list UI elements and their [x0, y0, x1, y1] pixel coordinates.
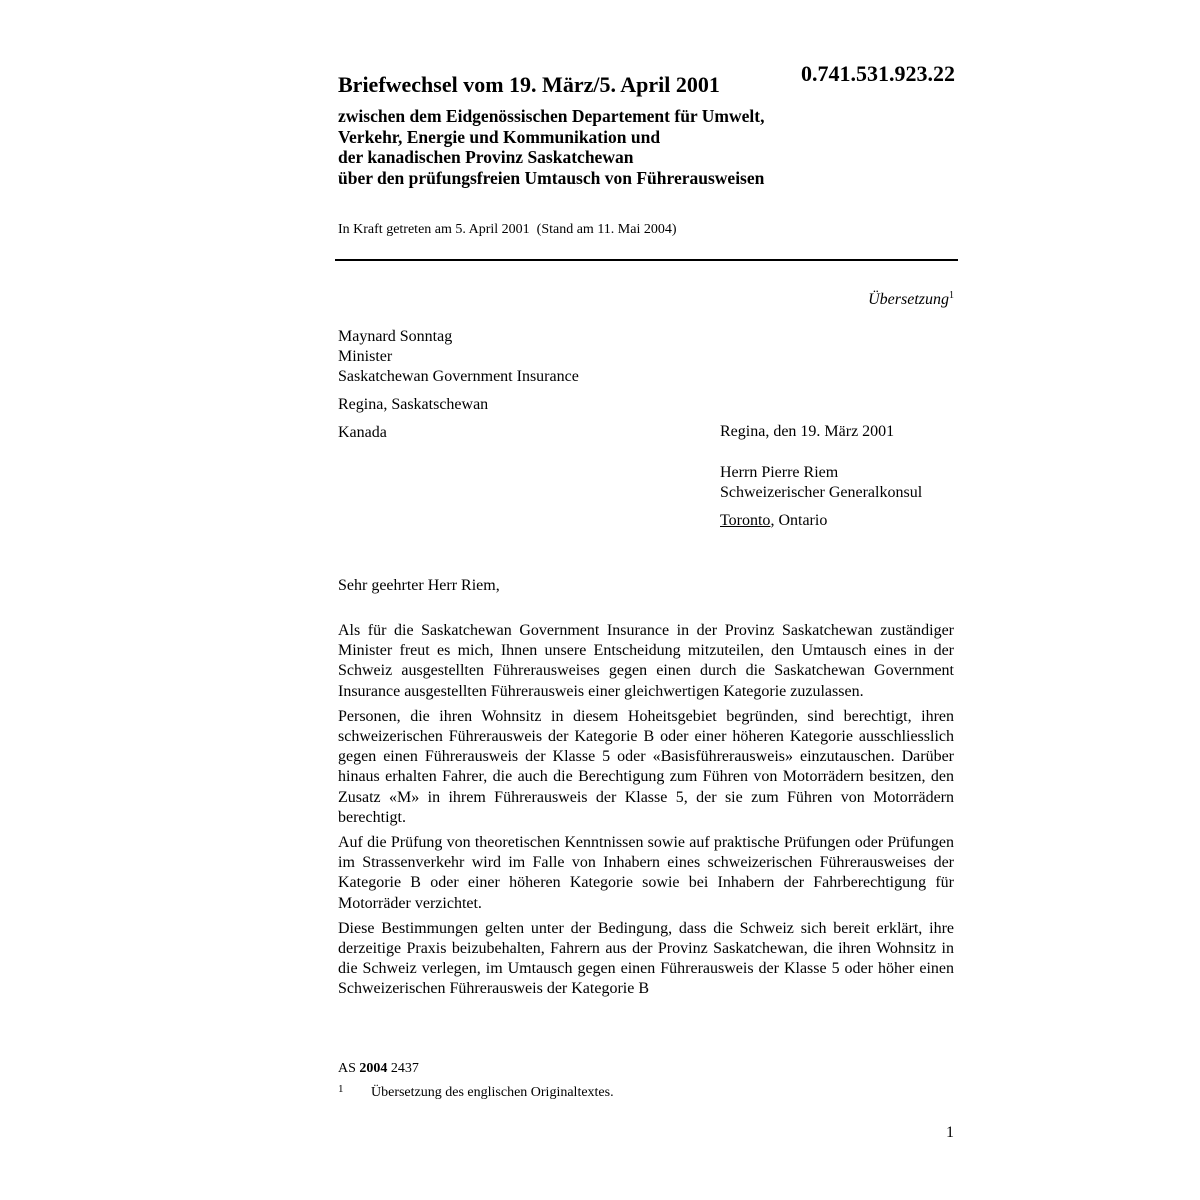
- as-prefix: AS: [338, 1061, 356, 1076]
- in-kraft-line: In Kraft getreten am 5. April 2001 (Stand am 11. Mai 2004): [338, 222, 677, 237]
- sender-role: Minister: [338, 348, 393, 365]
- as-reference: [338, 1058, 614, 1079]
- footnote-number: 1: [338, 1083, 344, 1095]
- body-paragraph: Diese Bestimmungen gelten unter der Bedingung, dass die Schweiz sich bereit erklärt, ihre derzeitige Praxis beizubehalten, Fahrern aus der Provinz Saskatchewan, die ihren Wohnsitz in die Schweiz verlegen, im Umtausch gegen einen Führerausweis der Klasse 5 oder höher einen Schweizerischen Führerausweis der Kategorie B: [338, 919, 954, 998]
- recipient-city: Toronto: [720, 512, 771, 529]
- translation-label: Übersetzung: [868, 291, 949, 308]
- recipient-region: , Ontario: [770, 512, 828, 529]
- document-title: Briefwechsel vom 19. März/5. April 2001: [338, 72, 720, 97]
- body-paragraph: Als für die Saskatchewan Government Insurance in der Provinz Saskatchewan zuständiger Minister freut es mich, Ihnen unsere Entscheidung mitzuteilen, den Umtausch eines in der Schweiz ausgestellten Führerausweises gegen einen durch die Saskatchewan Government Insurance ausgestellten Führerausweis einer gleichwertigen Kategorie zuzulassen.: [338, 622, 954, 700]
- subtitle-line: über den prüfungsfreien Umtausch von Führerausweisen: [338, 167, 765, 188]
- recipient-location: [720, 511, 922, 531]
- footnote: [338, 1079, 614, 1103]
- sender-country: Kanada: [338, 424, 387, 441]
- recipient-name: Herrn Pierre Riem: [720, 464, 839, 481]
- recipient-address: [720, 463, 922, 531]
- sender-organization: Saskatchewan Government Insurance: [338, 368, 579, 385]
- footnote-text: Übersetzung des englischen Originaltextes.: [371, 1085, 614, 1100]
- recipient-role: Schweizerischer Generalkonsul: [720, 484, 923, 501]
- document-subtitle: [338, 106, 958, 188]
- subtitle-line: der kanadischen Provinz Saskatchewan: [338, 147, 634, 167]
- as-page: 2437: [390, 1061, 419, 1076]
- footer-notes: [338, 1058, 614, 1103]
- as-year: 2004: [359, 1061, 388, 1076]
- sr-number: 0.741.531.923.22: [801, 61, 955, 86]
- body-paragraph: Auf die Prüfung von theoretischen Kenntnissen sowie auf praktische Prüfungen oder Prüfungen im Strassenverkehr wird im Falle von Inhabern eines schweizerischen Führerausweises der Kategorie B oder einer höheren Kategorie sowie bei Inhabern der Fahrberechtigung für Motorräder verzichtet.: [338, 834, 954, 912]
- sender-name: Maynard Sonntag: [338, 328, 453, 345]
- letter-body: [338, 621, 954, 1005]
- salutation: Sehr geehrter Herr Riem,: [338, 577, 500, 594]
- header-divider: [335, 259, 958, 261]
- subtitle-line: Verkehr, Energie und Kommunikation und: [338, 126, 661, 147]
- page-number: 1: [946, 1124, 954, 1141]
- subtitle-line: zwischen dem Eidgenössischen Departement für Umwelt,: [338, 106, 765, 126]
- sender-city: Regina, Saskatschewan: [338, 396, 489, 413]
- footnote-reference[interactable]: 1: [949, 290, 954, 301]
- sender-address: [338, 327, 579, 443]
- translation-note: [700, 290, 954, 309]
- letter-date: Regina, den 19. März 2001: [720, 423, 895, 440]
- body-paragraph: Personen, die ihren Wohnsitz in diesem Hoheitsgebiet begründen, sind berechtigt, ihren schweizerischen Führerausweis der Kategorie B oder einer höheren Kategorie ausschliesslich gegen einen Führerausweis der Klasse 5 oder «Basisführerausweis» einzutauschen. Darüber hinaus erhalten Fahrer, die auch die Berechtigung zum Führen von Motorrädern besitzen, den Zusatz «M» in ihrem Führerausweis der Klasse 5, der sie zum Führen von Motorrädern berechtigt.: [338, 707, 954, 826]
